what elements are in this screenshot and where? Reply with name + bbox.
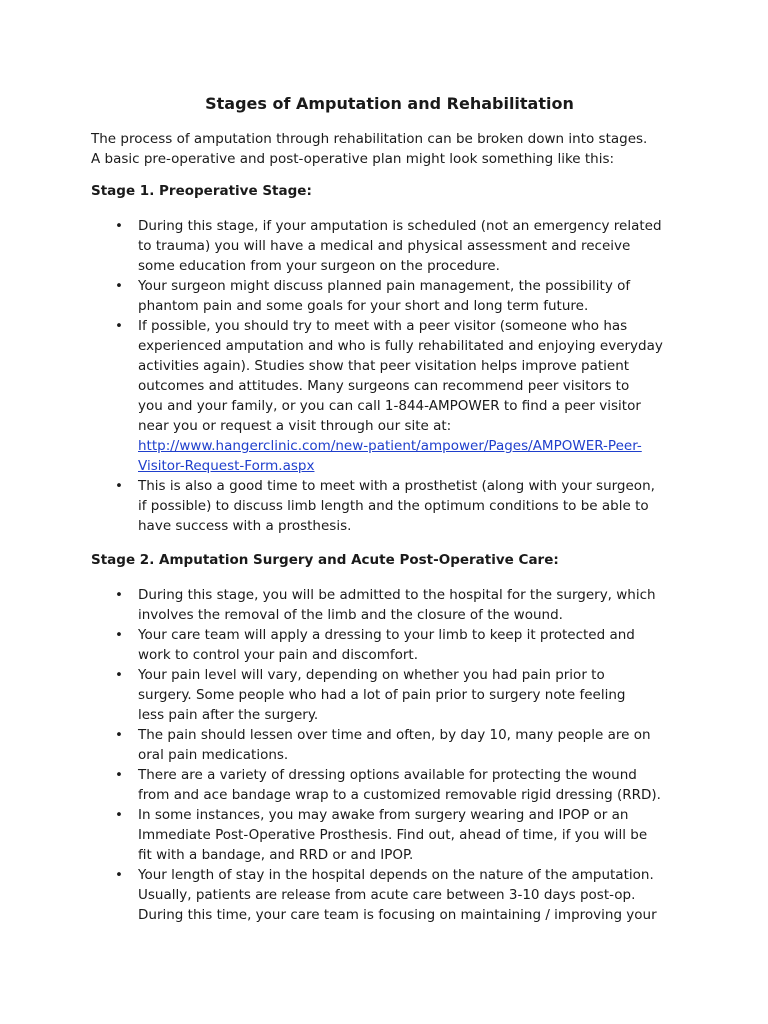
list-item <box>91 476 682 536</box>
list-item-line: • If possible, you should try to meet with a peer visitor (someone who has <box>138 318 628 334</box>
document-title: Stages of Amputation and Rehabilitation <box>205 94 574 113</box>
intro-line: A basic pre-operative and post-operative plan might look something like this: <box>91 151 615 167</box>
list-item-line: Immediate Post-Operative Prosthesis. Find out, ahead of time, if you will be <box>138 827 648 843</box>
list-item <box>91 665 682 725</box>
list-item-line: you and your family, or you can call 1-844-AMPOWER to find a peer visitor <box>138 398 641 414</box>
list-item-line: • In some instances, you may awake from surgery wearing and IPOP or an <box>138 807 629 823</box>
list-item <box>91 765 682 805</box>
peer-visitor-request-link[interactable]: Visitor-Request-Form.aspx <box>138 458 315 474</box>
list-item-line: • This is also a good time to meet with a prosthetist (along with your surgeon, <box>138 478 655 494</box>
list-item <box>91 585 682 625</box>
list-item-line: • Your length of stay in the hospital depends on the nature of the amputation. <box>138 867 654 883</box>
list-item <box>91 276 682 316</box>
list-item <box>91 216 682 276</box>
list-item-line: to trauma) you will have a medical and physical assessment and receive <box>138 238 631 254</box>
list-item-line: • There are a variety of dressing options available for protecting the wound <box>138 767 637 783</box>
intro-paragraph <box>91 129 682 169</box>
list-item-line: if possible) to discuss limb length and the optimum conditions to be able to <box>138 498 649 514</box>
list-item-line: • During this stage, if your amputation is scheduled (not an emergency related <box>138 218 662 234</box>
list-item <box>91 805 682 865</box>
list-item <box>91 316 682 476</box>
list-item-line: • Your surgeon might discuss planned pain management, the possibility of <box>138 278 631 294</box>
list-item-line: experienced amputation and who is fully rehabilitated and enjoying everyday <box>138 338 663 354</box>
stage2-heading: Stage 2. Amputation Surgery and Acute Post-Operative Care: <box>91 552 559 568</box>
list-item-line: from and ace bandage wrap to a customized removable rigid dressing (RRD). <box>138 787 661 803</box>
list-item <box>91 725 682 765</box>
list-item <box>91 865 682 925</box>
list-item-line: phantom pain and some goals for your short and long term future. <box>138 298 589 314</box>
list-item-line: activities again). Studies show that peer visitation helps improve patient <box>138 358 630 374</box>
list-item-line: less pain after the surgery. <box>138 707 319 723</box>
list-item-line: near you or request a visit through our site at: <box>138 418 452 434</box>
list-item-line: • Your care team will apply a dressing to your limb to keep it protected and <box>138 627 635 643</box>
stage1-list <box>91 216 682 536</box>
list-item <box>91 625 682 665</box>
list-item-line: • The pain should lessen over time and often, by day 10, many people are on <box>138 727 651 743</box>
list-item-line: During this time, your care team is focusing on maintaining / improving your <box>138 907 657 923</box>
list-item-line: fit with a bandage, and RRD or and IPOP. <box>138 847 414 863</box>
list-item-line: oral pain medications. <box>138 747 289 763</box>
intro-line: The process of amputation through rehabilitation can be broken down into stages. <box>91 131 648 147</box>
list-item-line: involves the removal of the limb and the closure of the wound. <box>138 607 563 623</box>
list-item-line: outcomes and attitudes. Many surgeons can recommend peer visitors to <box>138 378 630 394</box>
list-item-line: work to control your pain and discomfort. <box>138 647 418 663</box>
list-item-line: • During this stage, you will be admitted to the hospital for the surgery, which <box>138 587 656 603</box>
list-item-line: surgery. Some people who had a lot of pain prior to surgery note feeling <box>138 687 626 703</box>
list-item-line: • Your pain level will vary, depending on whether you had pain prior to <box>138 667 605 683</box>
list-item-line: Usually, patients are release from acute care between 3-10 days post-op. <box>138 887 636 903</box>
peer-visitor-request-link[interactable]: http://www.hangerclinic.com/new-patient/ampower/Pages/AMPOWER-Peer- <box>138 438 642 454</box>
list-item-line: have success with a prosthesis. <box>138 518 352 534</box>
list-item-line: some education from your surgeon on the procedure. <box>138 258 500 274</box>
stage1-heading: Stage 1. Preoperative Stage: <box>91 183 312 199</box>
stage2-list <box>91 585 682 925</box>
